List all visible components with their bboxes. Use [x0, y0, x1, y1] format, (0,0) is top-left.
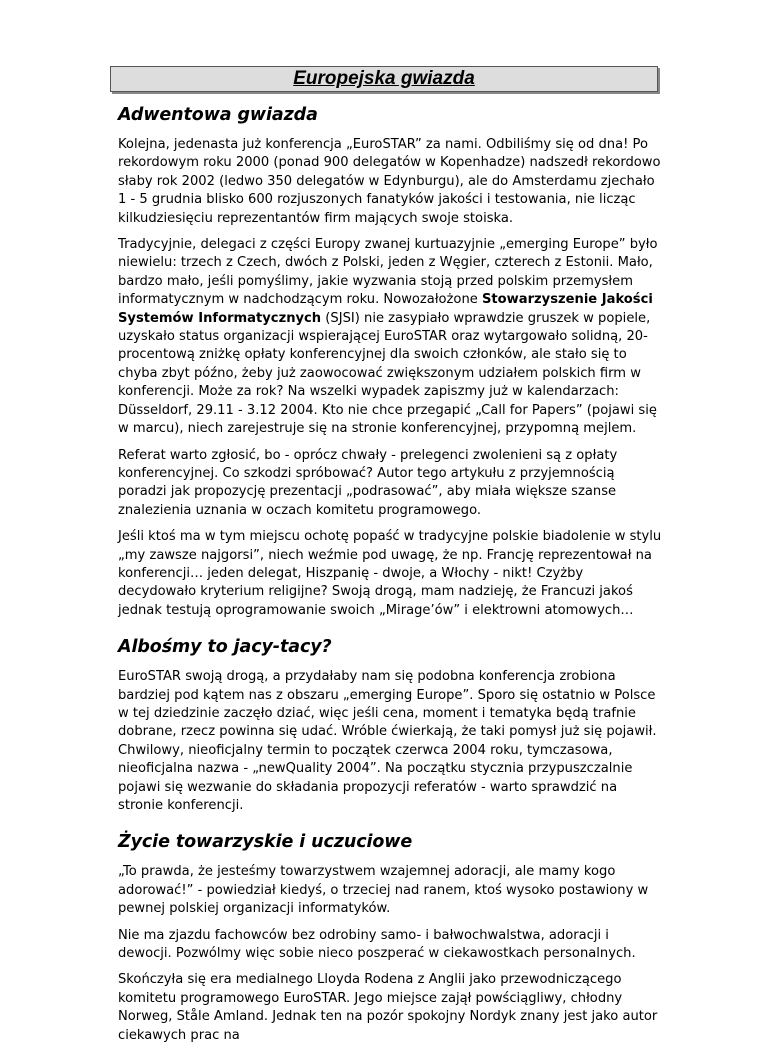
paragraph: Referat warto zgłosić, bo - oprócz chwały - prelegenci zwolenieni są z opłaty konferencyjnej. Co szkodzi spróbować? Autor tego artykułu z przyjemnością poradzi jak propozycję prezentacji „podrasować”, aby miała większe szanse znalezienia uznania w oczach komitetu programowego.: [118, 447, 618, 518]
paragraph: Kolejna, jedenasta już konferencja „EuroSTAR” za nami. Odbiliśmy się od dna! Po rekordowym roku 2000 (ponad 900 delegatów w Kopenhadze) nadszedł rekordowo słaby rok 2002 (ledwo 350 delegatów w Edynburgu), ale do Amsterdamu zjechało 1 - 5 grudnia blisko 600 rozjuszonych fanatyków jakości i testowania, nie licząc kilkudziesięciu reprezentantów firm mających swoje stoiska.: [118, 137, 661, 226]
paragraph-text: (SJSI) nie zasypiało wprawdzie gruszek w popiele, uzyskało status organizacji wspierającej EuroSTAR oraz wytargowało solidną, 20-procentową zniżkę opłaty konferencyjnej dla swoich członków, ale stało się to chyba zbyt późno, żeby już zaowocować zwiększonym udziałem polskich firm w konferencji. Może za rok? Na wszelki wypadek zapiszmy już w kalendarzach: Düsseldorf, 29.11 - 3.12 2004. Kto nie chce przegapić „Call for Papers” (pojawi się w marcu), niech zarejestruje się na stronie konferencyjnej, przypomną mejlem.: [118, 310, 657, 437]
document-body: [118, 104, 664, 1053]
paragraph: [118, 236, 664, 438]
section-heading-albosmy: Albośmy to jacy-tacy?: [118, 637, 332, 658]
paragraph-text: Tradycyjnie, delegaci z części Europy zwanej kurtuazyjnie „emerging Europe” było niewielu: trzech z Czech, dwóch z Polski, jeden z Węgier, czterech z Estonii. Mało, bardzo mało, jeśli pomyślimy, jakie wyzwania stoją przed polskim przemysłem informatycznym w nadchodzącym roku. Nowozałożone: [118, 237, 658, 308]
organization-name: Stowarzyszenie Jakości Systemów Informatycznych: [118, 292, 653, 326]
paragraph: Jeśli ktoś ma w tym miejscu ochotę popaść w tradycyjne polskie biadolenie w stylu „my zawsze najgorsi”, niech weźmie pod uwagę, że np. Francję reprezentował na konferencji… jeden delegat, Hiszpanię - dwoje, a Włochy - nikt! Czyżby decydowało kryterium religijne? Swoją drogą, mam nadzieję, że Francuzi jakoś jednak testują oprogramowanie swoich „Mirage’ów” i elektrowni atomowych…: [118, 529, 662, 618]
section-heading-adwentowa: Adwentowa gwiazda: [118, 105, 318, 125]
document-title: Europejska gwiazda: [110, 66, 658, 92]
paragraph: EuroSTAR swoją drogą, a przydałaby nam się podobna konferencja zrobiona bardziej pod kątem nas z obszaru „emerging Europe”. Sporo się ostatnio w Polsce w tej dziedzinie zaczęło dziać, więc jeśli cena, moment i tematyka będą trafnie dobrane, rzecz powinna się udać. Wróble ćwierkają, że taki pomysł już się pojawił. Chwilowy, nieoficjalny termin to początek czerwca 2004 roku, tymczasowa, nieoficjalna nazwa - „newQuality 2004”. Na początku stycznia przypuszczalnie pojawi się wezwanie do składania propozycji referatów - warto sprawdzić na stronie konferencji.: [118, 669, 657, 813]
paragraph: „To prawda, że jesteśmy towarzystwem wzajemnej adoracji, ale mamy kogo adorować!” - powiedział kiedyś, o trzeciej nad ranem, ktoś wysoko postawiony w pewnej polskiej organizacji informatyków.: [118, 864, 649, 917]
paragraph: Skończyła się era medialnego Lloyda Rodena z Anglii jako przewodniczącego komitetu programowego EuroSTAR. Jego miejsce zajął powściągliwy, chłodny Norweg, Ståle Amland. Jednak ten na pozór spokojny Nordyk znany jest jako autor ciekawych prac na: [118, 972, 658, 1043]
paragraph: Nie ma zjazdu fachowców bez odrobiny samo- i bałwochwalstwa, adoracji i dewocji. Pozwólmy więc sobie nieco poszperać w ciekawostkach personalnych.: [118, 927, 636, 962]
section-heading-zycie: Życie towarzyskie i uczuciowe: [118, 832, 413, 853]
